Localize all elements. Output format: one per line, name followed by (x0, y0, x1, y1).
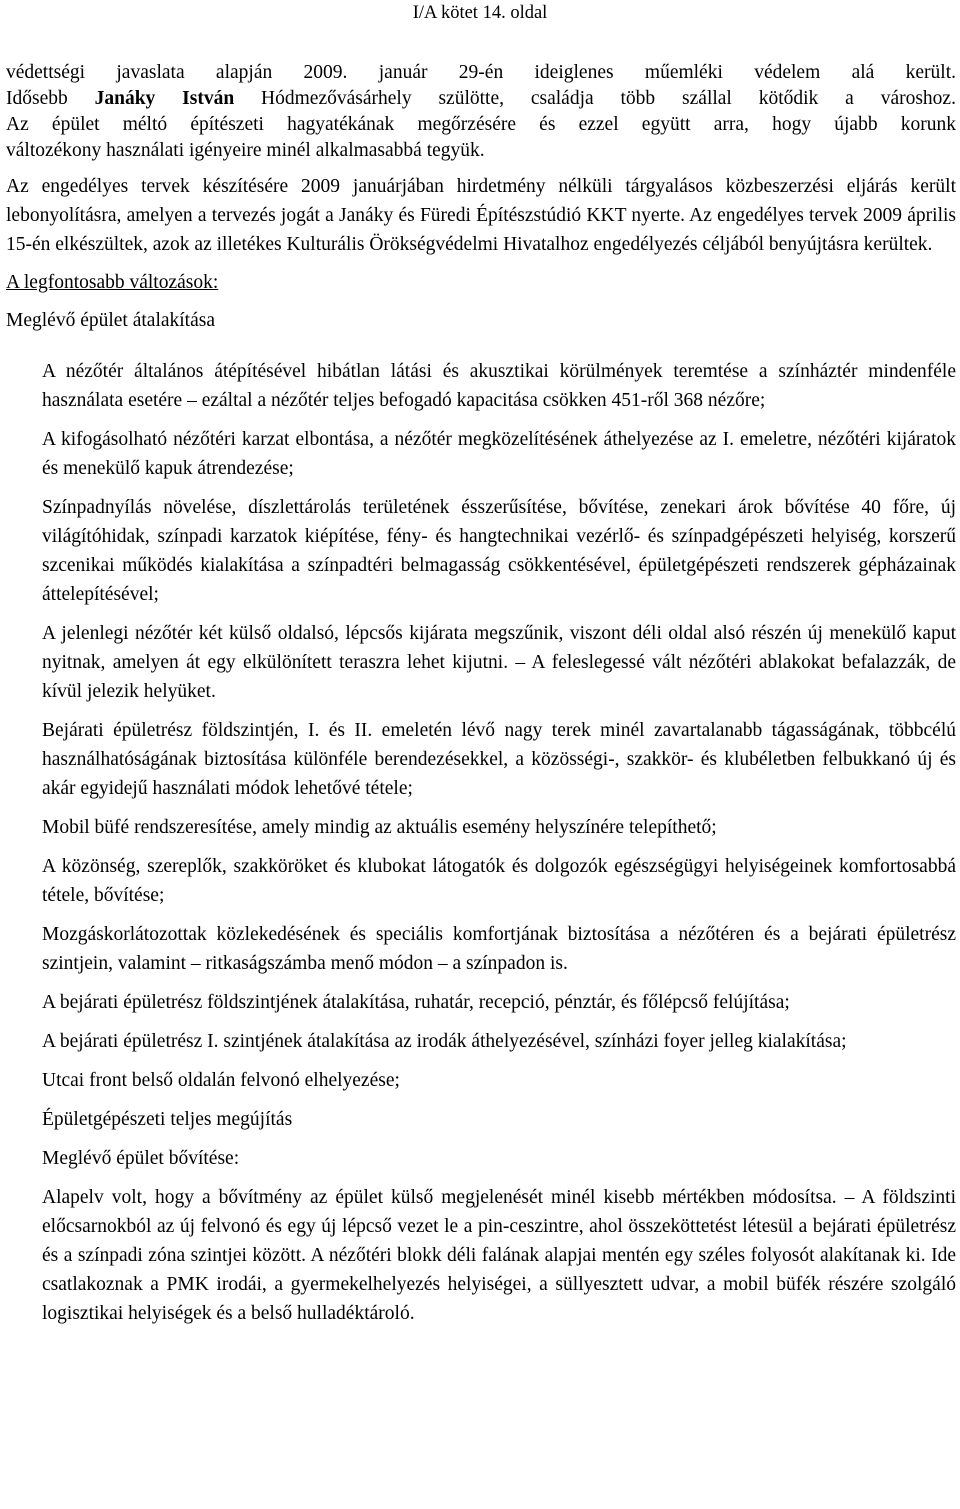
intro-line-2-suffix: Hódmezővásárhely szülötte, családja több szállal kötődik a városhoz. (234, 88, 956, 109)
list-item: A kifogásolható nézőtéri karzat elbontása, a nézőtér megközelítésének áthelyezése az I. emeletre, nézőtéri kijáratok és menekülő kapuk átrendezése; (42, 429, 956, 479)
intro-line-1: védettségi javaslata alapján 2009. január 29-én ideiglenes műemléki védelem alá került. (6, 62, 956, 83)
list-item: Utcai front belső oldalán felvonó elhelyezése; (42, 1070, 400, 1091)
list-item: A nézőtér általános átépítésével hibátlan látási és akusztikai körülmények teremtése a színháztér mindenféle használata esetére – ezáltal a nézőtér teljes befogadó kapacitása csökken 451-ről 368 nézőre; (42, 361, 956, 411)
existing-changes-list (42, 357, 956, 1328)
page-header (0, 2, 960, 24)
architect-name: Janáky István (94, 88, 235, 109)
intro-line-2 (6, 86, 956, 112)
existing-building-heading: Meglévő épület átalakítása (6, 310, 215, 331)
document-body (6, 60, 956, 1328)
list-item: Színpadnyílás növelése, díszlettárolás területének ésszerűsítése, bővítése, zenekari árok bővítése 40 főre, új világítóhidak, színpadi karzatok kiépítése, fény- és hangtechnikai vezérlő- és színpadgépészeti helyiség, korszerű szcenikai működés kialakítása a színpadtéri belmagasság csökkentésével, épületgépészeti rendszerek gépházainak áttelepítésével; (42, 497, 956, 605)
list-item: A jelenlegi nézőtér két külső oldalsó, lépcsős kijárata megszűnik, viszont déli oldal alsó részén új menekülő kaput nyitnak, amelyen át egy elkülönített teraszra lehet kijutni. – A feleslegessé vált nézőtéri ablakokat befalazzák, de kívül jelezik helyüket. (42, 623, 956, 702)
list-item: Bejárati épületrész földszintjén, I. és II. emeletén lévő nagy terek minél zavartalanabb tágasságának, többcélú használhatóságának biztosítása különféle berendezésekkel, a közösségi-, szakkör- és klubéletben felbukkanó új és akár egyidejű használati módok lehetővé tétele; (42, 720, 956, 799)
extension-heading: Meglévő épület bővítése: (42, 1148, 240, 1169)
list-item: Mozgáskorlátozottak közlekedésének és speciális komfortjának biztosítása a nézőtéren és a bejárati épületrész szintjein, valamint – ritkaságszámba menő módon – a színpadon is. (42, 924, 956, 974)
intro-paragraph (6, 60, 956, 164)
extension-paragraph: Alapelv volt, hogy a bővítmény az épület külső megjelenését minél kisebb mértékben módosítsa. – A földszinti előcsarnokból az új felvonó és egy új lépcső vezet le a pin-ceszintre, ahol összeköttetést létesül a bejárati épületrész és a színpadi zóna szintjei között. A nézőtéri blokk déli falának alapjai mentén egy széles folyosót alakítanak ki. Ide csatlakoznak a PMK irodái, a gyermekelhelyezés helyiségei, a süllyesztett udvar, a mobil büfék részére szolgáló logisztikai helyiségek és a belső hulladéktároló. (42, 1187, 956, 1324)
intro-line-4: változékony használati igényeire minél alkalmasabbá tegyük. (6, 140, 485, 161)
page-number-label: I/A kötet 14. oldal (412, 3, 548, 23)
intro-line-3: Az épület méltó építészeti hagyatékának megőrzésére és ezzel együtt arra, hogy újabb korunk (6, 114, 956, 135)
tender-paragraph: Az engedélyes tervek készítésére 2009 januárjában hirdetmény nélküli tárgyalásos közbeszerzési eljárás került lebonyolításra, amelyen a tervezés jogát a Janáky és Füredi Építészstúdió KKT nyerte. Az engedélyes tervek 2009 április 15-én elkészültek, azok az illetékes Kulturális Örökségvédelmi Hivatalhoz engedélyezés céljából benyújtásra kerültek. (6, 176, 956, 255)
list-item: Épületgépészeti teljes megújítás (42, 1109, 293, 1130)
list-item: Mobil büfé rendszeresítése, amely mindig az aktuális esemény helyszínére telepíthető; (42, 817, 717, 838)
list-item: A bejárati épületrész földszintjének átalakítása, ruhatár, recepció, pénztár, és főlépcső felújítása; (42, 992, 790, 1013)
intro-line-2-prefix: Idősebb (6, 88, 95, 109)
changes-heading: A legfontosabb változások: (6, 272, 219, 293)
list-item: A bejárati épületrész I. szintjének átalakítása az irodák áthelyezésével, színházi foyer jelleg kialakítása; (42, 1031, 847, 1052)
list-item: A közönség, szereplők, szakköröket és klubokat látogatók és dolgozók egészségügyi helyiségeinek komfortosabbá tétele, bővítése; (42, 856, 956, 906)
